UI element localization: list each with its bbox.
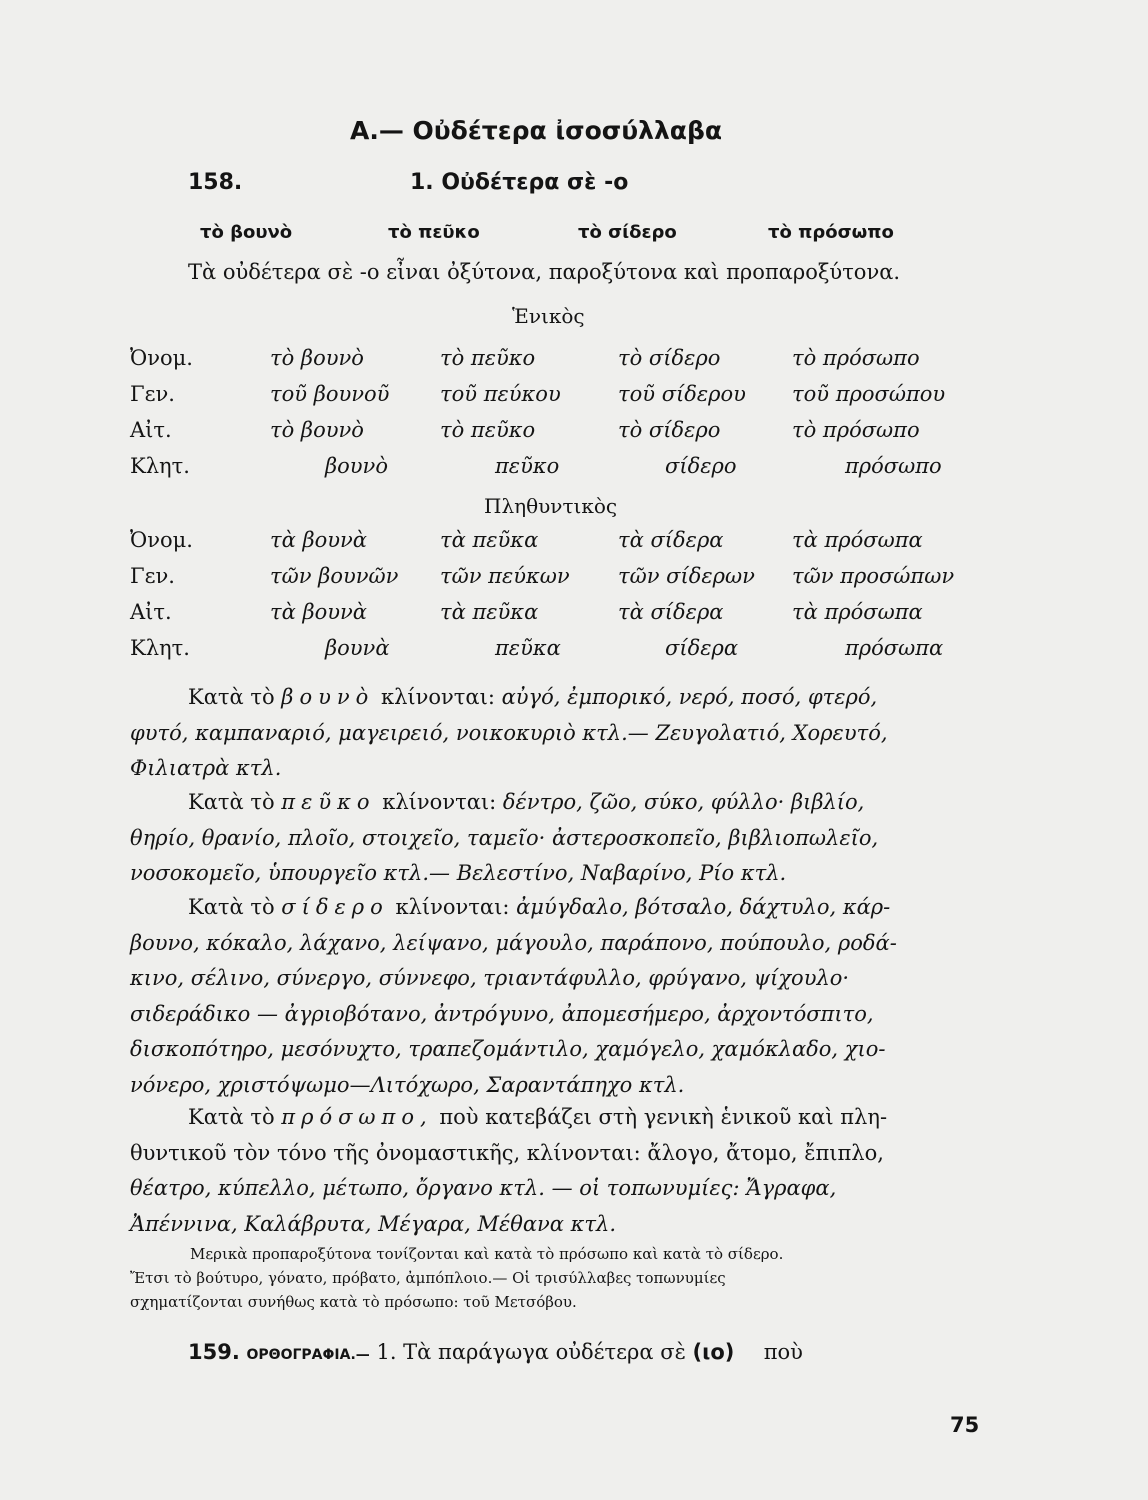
- next-section: [188, 1340, 803, 1364]
- chapter-title: Α.— Οὐδέτερα ἰσοσύλλαβα: [350, 116, 723, 145]
- form-cell: τὰ πεῦκα: [440, 528, 539, 552]
- paragraph-line: θυντικοῦ τὸν τόνο τῆς ὀνομαστικῆς, κλίνονται: ἄλογο, ἄτομο, ἔπιπλο,: [130, 1140, 884, 1165]
- paragraph-text: ἀμύγδαλο, βότσαλο, δάχτυλο, κάρ-: [516, 895, 891, 919]
- case-label: Αἰτ.: [130, 600, 172, 624]
- declension-row: [130, 418, 990, 450]
- form-cell: τοῦ πεύκου: [440, 382, 561, 406]
- form-cell: τοῦ σίδερου: [618, 382, 746, 406]
- example-word: τὸ βουνὸ: [200, 222, 293, 243]
- paragraph-line: [130, 1100, 990, 1136]
- model-word: σίδερο: [281, 895, 389, 919]
- paragraph-sidero: [130, 890, 990, 1103]
- paragraph-mid: κλίνονται:: [382, 790, 497, 814]
- paragraph-lead: Κατὰ τὸ: [188, 1105, 275, 1129]
- form-cell: πρόσωπα: [845, 636, 944, 660]
- note-line: Μερικὰ προπαροξύτονα τονίζονται καὶ κατὰ τὸ πρόσωπο καὶ κατὰ τὸ σίδερο.: [190, 1245, 784, 1263]
- paragraph-line: σιδεράδικο — ἀγριοβότανο, ἀντρόγυνο, ἀπομεσήμερο, ἀρχοντόσπιτο,: [130, 1001, 874, 1026]
- form-cell: τὸ σίδερο: [618, 346, 721, 370]
- case-label: Γεν.: [130, 382, 175, 406]
- form-cell: τὰ βουνὰ: [270, 528, 367, 552]
- model-word: βουνὸ: [281, 685, 375, 709]
- paragraph-lead: Κατὰ τὸ: [188, 685, 275, 709]
- paragraph-line: [130, 680, 990, 716]
- paragraph-mid: κλίνονται:: [395, 895, 510, 919]
- form-cell: τὸ σίδερο: [618, 418, 721, 442]
- next-section-suffix: (ιο): [692, 1340, 735, 1364]
- example-word: τὸ σίδερο: [578, 222, 677, 243]
- declension-row: [130, 454, 990, 486]
- form-cell: τὸ βουνὸ: [270, 418, 364, 442]
- declension-row: [130, 564, 990, 596]
- case-label: Ὀνομ.: [130, 528, 193, 552]
- paragraph-mid: ποὺ κατεβάζει στὴ γενικὴ ἑνικοῦ καὶ πλη-: [439, 1105, 888, 1129]
- example-word: τὸ πεῦκο: [388, 222, 480, 243]
- next-section-label: ΟΡΘΟΓΡΑΦΙΑ.—: [246, 1347, 370, 1363]
- form-cell: βουνὰ: [325, 636, 390, 660]
- footnote: [130, 1242, 980, 1314]
- paragraph-line: θέατρο, κύπελλο, μέτωπο, ὄργανο κτλ. — οἱ τοπωνυμίες: Ἄγραφα,: [130, 1176, 837, 1200]
- paragraph-prosopo: [130, 1100, 990, 1242]
- declension-row: [130, 382, 990, 414]
- note-line: Ἔτσι τὸ βούτυρο, γόνατο, πρόβατο, ἀμπόπλοιο.— Οἱ τρισύλλαβες τοπωνυμίες: [130, 1269, 726, 1287]
- form-cell: τὸ πεῦκο: [440, 418, 536, 442]
- paragraph-text: αὐγό, ἐμπορικό, νερό, ποσό, φτερό,: [501, 685, 878, 709]
- model-word: πεῦκο: [281, 790, 376, 814]
- paragraph-line: νοσοκομεῖο, ὑπουργεῖο κτλ.— Βελεστίνο, Ναβαρίνο, Ρίο κτλ.: [130, 861, 787, 885]
- paragraph-line: κινο, σέλινο, σύνεργο, σύννεφο, τριαντάφυλλο, φρύγανο, ψίχουλο·: [130, 966, 850, 990]
- form-cell: τῶν προσώπων: [792, 564, 955, 588]
- form-cell: τοῦ προσώπου: [792, 382, 946, 406]
- paragraph-vouno: [130, 680, 990, 787]
- example-word: τὸ πρόσωπο: [768, 222, 894, 243]
- paragraph-line: νόνερο, χριστόψωμο—Λιτόχωρο, Σαραντάπηχο κτλ.: [130, 1072, 685, 1097]
- form-cell: σίδερα: [665, 636, 739, 660]
- declension-row: [130, 528, 990, 560]
- form-cell: σίδερο: [665, 454, 737, 478]
- form-cell: πεῦκα: [495, 636, 561, 660]
- case-label: Αἰτ.: [130, 418, 172, 442]
- paragraph-lead: Κατὰ τὸ: [188, 790, 275, 814]
- declension-row: [130, 346, 990, 378]
- paragraph-pefko: [130, 785, 990, 892]
- next-section-text: 1. Τὰ παράγωγα οὐδέτερα σὲ: [376, 1340, 686, 1364]
- form-cell: πεῦκο: [495, 454, 560, 478]
- form-cell: πρόσωπο: [845, 454, 942, 478]
- form-cell: τὰ πεῦκα: [440, 600, 539, 624]
- declension-row: [130, 600, 990, 632]
- section-title: 1. Οὐδέτερα σὲ -ο: [410, 170, 629, 195]
- form-cell: τὸ πρόσωπο: [792, 346, 920, 370]
- paragraph-line: φυτό, καμπαναριό, μαγειρειό, νοικοκυριὸ κτλ.— Ζευγολατιό, Χορευτό,: [130, 720, 888, 745]
- form-cell: τὰ σίδερα: [618, 600, 724, 624]
- page-number: 75: [950, 1413, 980, 1437]
- form-cell: τῶν πεύκων: [440, 564, 570, 588]
- form-cell: τὸ πεῦκο: [440, 346, 536, 370]
- case-label: Γεν.: [130, 564, 175, 588]
- paragraph-text: δέντρο, ζῶο, σύκο, φύλλο· βιβλίο,: [502, 790, 865, 814]
- form-cell: τὸ βουνὸ: [270, 346, 364, 370]
- paragraph-line: Φιλιατρὰ κτλ.: [130, 756, 282, 780]
- form-cell: βουνὸ: [325, 454, 388, 478]
- next-section-end: ποὺ: [763, 1340, 803, 1364]
- form-cell: τῶν βουνῶν: [270, 564, 399, 588]
- section-number: 158.: [188, 170, 243, 195]
- paragraph-mid: κλίνονται:: [380, 685, 495, 709]
- note-line: σχηματίζονται συνήθως κατὰ τὸ πρόσωπο: τοῦ Μετσόβου.: [130, 1293, 577, 1311]
- paragraph-line: δισκοπότηρο, μεσόνυχτο, τραπεζομάντιλο, χαμόγελο, χαμόκλαδο, χιο-: [130, 1037, 886, 1061]
- form-cell: τῶν σίδερων: [618, 564, 755, 588]
- paragraph-lead: Κατὰ τὸ: [188, 895, 275, 919]
- case-label: Κλητ.: [130, 636, 190, 660]
- form-cell: τὰ πρόσωπα: [792, 600, 923, 624]
- form-cell: τὰ πρόσωπα: [792, 528, 923, 552]
- case-label: Κλητ.: [130, 454, 190, 478]
- form-cell: τὰ σίδερα: [618, 528, 724, 552]
- form-cell: τὸ πρόσωπο: [792, 418, 920, 442]
- declension-row: [130, 636, 990, 668]
- plural-heading: Πληθυντικὸς: [484, 494, 618, 518]
- next-section-number: 159.: [188, 1340, 240, 1364]
- paragraph-line: Ἀπέννινα, Καλάβρυτα, Μέγαρα, Μέθανα κτλ.: [130, 1211, 617, 1236]
- intro-sentence: Τὰ οὐδέτερα σὲ -ο εἶναι ὀξύτονα, παροξύτονα καὶ προπαροξύτονα.: [188, 260, 901, 284]
- paragraph-line: θηρίο, θρανίο, πλοῖο, στοιχεῖο, ταμεῖο· ἀστεροσκοπεῖο, βιβλιοπωλεῖο,: [130, 825, 879, 850]
- paragraph-line: [130, 890, 990, 926]
- model-word: πρόσωπο,: [281, 1105, 433, 1129]
- case-label: Ὀνομ.: [130, 346, 193, 370]
- paragraph-line: βουνο, κόκαλο, λάχανο, λείψανο, μάγουλο, παράπονο, πούπουλο, ροδά-: [130, 930, 897, 955]
- form-cell: τὰ βουνὰ: [270, 600, 367, 624]
- singular-heading: Ἑνικὸς: [512, 304, 585, 328]
- paragraph-line: [130, 785, 990, 821]
- form-cell: τοῦ βουνοῦ: [270, 382, 390, 406]
